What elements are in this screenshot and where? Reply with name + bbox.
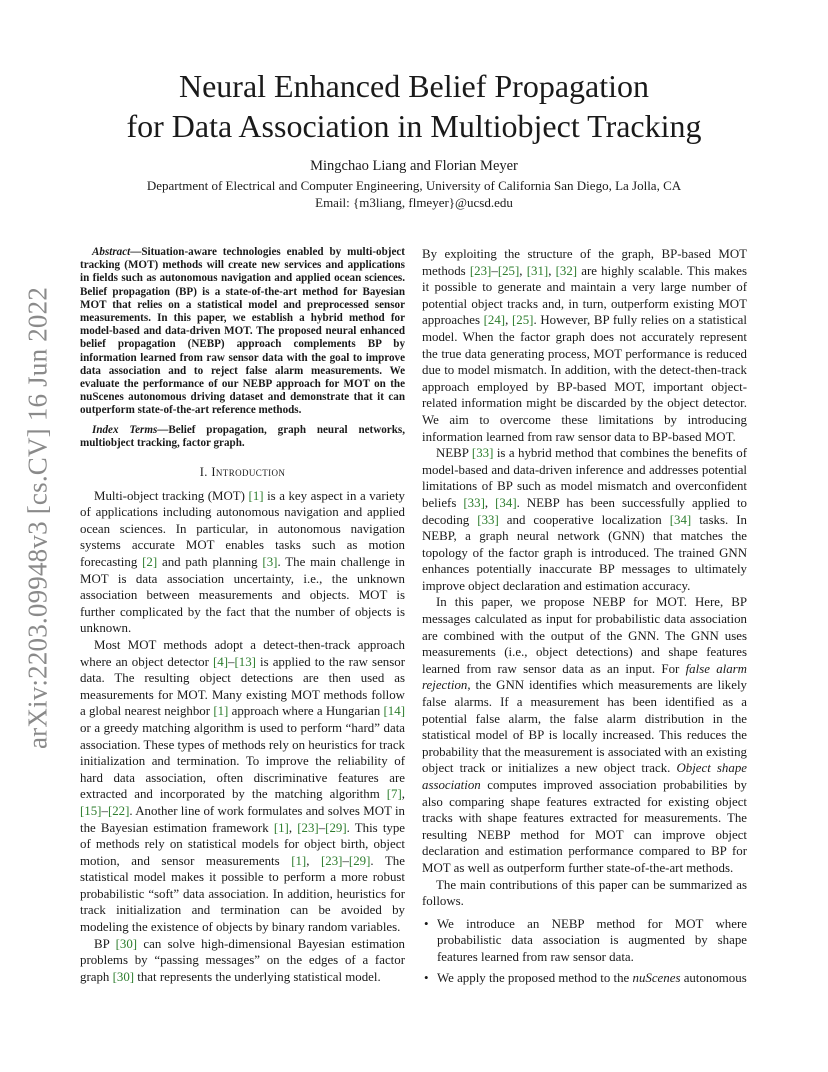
arxiv-stamp-text: arXiv:2203.09948v3 [cs.CV] 16 Jun 2022 — [22, 286, 53, 750]
citation-link[interactable]: [25] — [497, 263, 520, 278]
paragraph: BP [30] can solve high-dimensional Bayesian estimation problems by “passing messages” on the edges of a factor graph [30] that represents the underlying statistical model. — [80, 936, 406, 984]
index-terms — [80, 424, 405, 450]
list-item: • We introduce an NEBP method for MOT where probabilistic data association is augmented by shape features learned from raw sensor data. — [422, 916, 747, 966]
left-column — [80, 246, 405, 985]
title-line-1: Neural Enhanced Belief Propagation — [178, 68, 650, 104]
abstract-lead: Abstract — [92, 246, 131, 258]
paragraph: The main contributions of this paper can be summarized as follows. — [422, 877, 747, 909]
section-number: I. — [199, 465, 208, 480]
emphasis: Object shape association — [422, 761, 747, 792]
citation-link[interactable]: [32] — [555, 263, 578, 278]
citation-link[interactable]: [31] — [526, 263, 549, 278]
citation-link[interactable]: [15] — [80, 803, 102, 818]
citation-link[interactable]: [34] — [669, 512, 692, 527]
affiliation: Department of Electrical and Computer Engineering, University of California San Diego, La Jolla, CA — [146, 178, 682, 193]
paragraph: Multi-object tracking (MOT) [1] is a key aspect in a variety of applications including autonomous navigation and applied ocean sciences. In particular, in autonomous navigation systems accurate MOT enables tasks such as motion forecasting [2] and path planning [3]. The main challenge in MOT is data association uncertainty, i.e., the unknown association between measurements and objects. MOT is further complicated by the fact that the number of objects is unknown. — [80, 488, 405, 636]
citation-link[interactable]: [2] — [142, 555, 158, 570]
citation-link[interactable]: [25] — [511, 313, 534, 328]
index-terms-lead: Index Terms — [92, 423, 158, 436]
citation-link[interactable]: [24] — [483, 313, 506, 328]
paper-title — [60, 66, 768, 146]
contributions-list — [422, 916, 747, 986]
citation-link[interactable]: [7] — [386, 787, 402, 802]
citation-link[interactable]: [29] — [325, 820, 347, 835]
abstract-text: —Situation-aware technologies enabled by multi-object tracking (MOT) methods will create new services and applications in fields such as autonomous navigation and applied ocean sciences. Belief propagation (BP) is a state-of-the-art method for Bayesian MOT that relies on a statistical model and preprocessed sensor measurements. In this paper, we establish a hybrid method for model-based and data-driven MOT. The proposed neural enhanced belief propagation (NEBP) approach complements BP by information learned from raw sensor data with the goal to improve data association and to reject false alarm measurements. We evaluate the performance of our NEBP approach for MOT on the nuScenes autonomous driving dataset and demonstrate that it can outperform state-of-the-art reference methods. — [80, 246, 405, 417]
citation-link[interactable]: [23] — [297, 820, 319, 835]
section-title: Introduction — [211, 465, 286, 480]
citation-link[interactable]: [30] — [115, 936, 138, 951]
citation-link[interactable]: [1] — [273, 820, 289, 835]
paragraph: Most MOT methods adopt a detect-then-track approach where an object detector [4]–[13] is applied to the raw sensor data. The resulting object detections are then used as measurements for MOT. Many existing MOT methods follow a global nearest neighbor [1] approach where a Hungarian [14] or a greedy matching algorithm is used to perform “hard” data association. These types of methods rely on heuristics for track initialization and termination. To improve the reliability of hard data association, often discriminative features are extracted and incorporated by the matching algorithm [7], [15]–[22]. Another line of work formulates and solves MOT in the Bayesian estimation framework [1], [23]–[29]. This type of methods rely on statistical models for object birth, object motion, and sensor measurements [1], [23]–[29]. The statistical model makes it possible to perform a more robust probabilistic “soft” data association. In addition, heuristics for track initialization and termination can be avoided by modeling the existence of objects by binary random variables. — [80, 637, 406, 935]
citation-link[interactable]: [1] — [291, 853, 307, 868]
citation-link[interactable]: [1] — [213, 704, 229, 719]
emphasis: nuScenes — [632, 970, 681, 985]
index-terms-text: —Belief propagation, graph neural networks, multiobject tracking, factor graph. — [80, 423, 405, 449]
abstract — [80, 246, 405, 418]
citation-link[interactable]: [4] — [212, 654, 229, 669]
paragraph: In this paper, we propose NEBP for MOT. Here, BP messages calculated as input for probabilistic data association are combined with the output of the GNN. The GNN uses measurements (i.e., object detections) and shape features learned from raw sensor data as an input. For false alarm rejection, the GNN identifies which measurements are likely false alarms. If a measurement has been identified as a potential false alarm, the false alarm distribution in the statistical model of BP is locally increased. This reduces the probability that the measurement is associated with an existing object track or initializes a new object track. Object shape association computes improved association probabilities by also comparing shape features extracted for existing object tracks with shape features extracted for measurements. The resulting NEBP method for MOT can improve object declaration and estimation performance compared to BP for MOT as well as outperform further state-of-the-art methods. — [422, 595, 747, 875]
paragraph: By exploiting the structure of the graph, BP-based MOT methods [23]–[25], [31], [32] are highly scalable. This makes it possible to generate and maintain a very large number of potential object tracks and, in turn, outperform existing MOT approaches [24], [25]. However, BP fully relies on a statistical model. When the factor graph does not accurately represent the true data generating process, MOT performance is reduced due to model mismatch. In addition, with the detect-then-track approach employed by BP-based MOT, important object-related information might be discarded by the object detector. We aim to overcome these limitations by introducing information learned from raw sensor data to BP-based MOT. — [422, 247, 747, 444]
citation-link[interactable]: [1] — [248, 488, 264, 503]
title-line-2: for Data Association in Multiobject Tracking — [126, 108, 702, 144]
citation-link[interactable]: [29] — [348, 853, 371, 868]
paragraph: NEBP [33] is a hybrid method that combines the benefits of model-based and data-driven inference and addresses potential limitations of BP such as model mismatch and overconfident beliefs [33], [34]. NEBP has been successfully applied to decoding [33] and cooperative localization [34] tasks. In NEBP, a graph neural network (GNN) that matches the topology of the factor graph is introduced. The trained GNN enhances potentially inaccurate BP messages to ultimately improve object declaration and estimation accuracy. — [422, 446, 748, 593]
list-item: • We apply the proposed method to the nuScenes autonomous — [422, 970, 747, 987]
citation-link[interactable]: [23] — [320, 853, 343, 868]
citation-link[interactable]: [34] — [495, 495, 517, 510]
citation-link[interactable]: [30] — [112, 969, 135, 984]
arxiv-stamp — [18, 258, 58, 778]
citation-link[interactable]: [23] — [469, 263, 492, 278]
citation-link[interactable]: [14] — [383, 704, 405, 719]
right-column — [422, 246, 747, 990]
citation-link[interactable]: [3] — [262, 555, 278, 570]
citation-link[interactable]: [13] — [234, 654, 256, 669]
citation-link[interactable]: [33] — [463, 495, 485, 510]
citation-link[interactable]: [33] — [471, 446, 494, 461]
citation-link[interactable]: [22] — [107, 803, 130, 818]
citation-link[interactable]: [33] — [477, 512, 499, 527]
authors: Mingchao Liang and Florian Meyer — [310, 158, 518, 174]
email: Email: {m3liang, flmeyer}@ucsd.edu — [315, 195, 513, 210]
emphasis: false alarm rejection — [422, 661, 747, 693]
section-heading — [80, 464, 405, 481]
